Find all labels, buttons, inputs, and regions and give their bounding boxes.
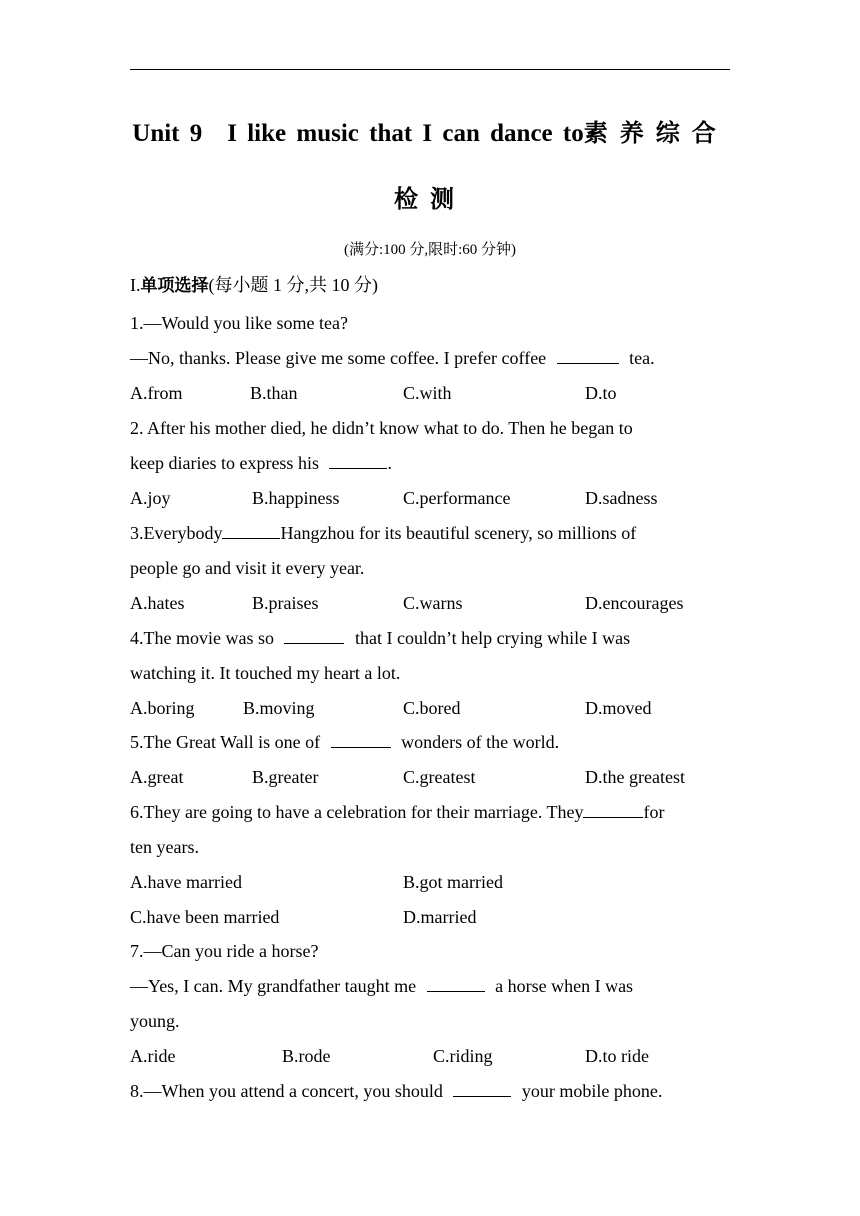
question-text-segment: 5.The Great Wall is one of [130, 732, 321, 752]
question-text-segment: your mobile phone. [521, 1081, 663, 1101]
question-text-segment: . [387, 453, 392, 473]
option-b[interactable]: B.praises [252, 593, 319, 613]
question-text-segment: keep diaries to express his [130, 453, 319, 473]
question-text: 7.—Can you ride a horse? [130, 941, 319, 961]
question-text [130, 1080, 662, 1102]
option-a[interactable]: A.boring [130, 698, 195, 718]
option-b[interactable]: B.moving [243, 698, 315, 718]
question-text: 2. After his mother died, he didn’t know what to do. Then he began to [130, 418, 633, 438]
option-a[interactable]: A.hates [130, 593, 185, 613]
question-text [130, 731, 559, 753]
question-text [130, 452, 392, 474]
question-text-segment: 4.The movie was so [130, 628, 274, 648]
question-text [130, 975, 633, 997]
option-a[interactable]: A.have married [130, 872, 242, 892]
question-text-segment: wonders of the world. [401, 732, 560, 752]
question-text-segment: Hangzhou for its beautiful scenery, so millions of [280, 523, 637, 543]
question-text-segment: —Yes, I can. My grandfather taught me [130, 976, 417, 996]
answer-blank[interactable] [331, 731, 391, 748]
question-text-segment: 6.They are going to have a celebration for their marriage. They [130, 802, 584, 822]
option-b[interactable]: B.happiness [252, 488, 340, 508]
question-text-segment: —No, thanks. Please give me some coffee. I prefer coffee [130, 348, 547, 368]
option-c[interactable]: C.warns [403, 593, 463, 613]
question-text-segment: a horse when I was [495, 976, 634, 996]
answer-blank[interactable] [329, 452, 387, 469]
question-text-segment: 8.—When you attend a concert, you should [130, 1081, 443, 1101]
question-text [130, 522, 636, 544]
answer-blank[interactable] [557, 347, 619, 364]
page-title-continued [130, 179, 730, 214]
option-d[interactable]: D.encourages [585, 593, 684, 613]
option-c[interactable]: C.riding [433, 1046, 493, 1066]
exam-info: (满分:100 分,限时:60 分钟) [343, 242, 517, 258]
page-title [130, 113, 730, 148]
title-chinese-part2: 检测 [394, 185, 466, 213]
title-english: Unit 9 I like music that I can dance to [132, 120, 584, 147]
question-text-segment: for [643, 802, 665, 822]
question-text: young. [130, 1011, 180, 1031]
question-text: 1.—Would you like some tea? [130, 313, 349, 333]
question-text [130, 347, 655, 369]
question-text [130, 627, 630, 649]
option-d[interactable]: D.to [585, 383, 617, 403]
option-b[interactable]: B.than [250, 383, 298, 403]
option-d[interactable]: D.to ride [585, 1046, 649, 1066]
top-rule [130, 69, 730, 70]
option-a[interactable]: A.great [130, 767, 184, 787]
option-b[interactable]: B.greater [252, 767, 319, 787]
option-b[interactable]: B.rode [282, 1046, 331, 1066]
answer-blank[interactable] [222, 522, 280, 539]
question-text-segment: tea. [629, 348, 655, 368]
option-a[interactable]: A.ride [130, 1046, 176, 1066]
section-scoring: (每小题 1 分,共 10 分) [208, 275, 378, 295]
answer-blank[interactable] [427, 975, 485, 992]
title-chinese-part1: 素养综合 [583, 119, 728, 147]
option-c[interactable]: C.greatest [403, 767, 476, 787]
question-text [130, 801, 664, 823]
option-d[interactable]: D.sadness [585, 488, 658, 508]
option-a[interactable]: A.joy [130, 488, 171, 508]
option-d[interactable]: D.moved [585, 698, 652, 718]
section-heading [130, 274, 378, 297]
option-c[interactable]: C.with [403, 383, 452, 403]
answer-blank[interactable] [284, 627, 344, 644]
answer-blank[interactable] [583, 801, 643, 818]
answer-blank[interactable] [453, 1080, 511, 1097]
option-b[interactable]: B.got married [403, 872, 503, 892]
option-c[interactable]: C.have been married [130, 907, 280, 927]
option-c[interactable]: C.bored [403, 698, 461, 718]
option-c[interactable]: C.performance [403, 488, 511, 508]
section-title: 单项选择 [140, 276, 209, 296]
question-text: watching it. It touched my heart a lot. [130, 663, 401, 683]
option-d[interactable]: D.married [403, 907, 477, 927]
question-text-segment: 3.Everybody [130, 523, 223, 543]
question-text: ten years. [130, 837, 199, 857]
section-number: I. [130, 275, 141, 295]
question-text-segment: that I couldn’t help crying while I was [354, 628, 631, 648]
option-a[interactable]: A.from [130, 383, 183, 403]
question-text: people go and visit it every year. [130, 558, 365, 578]
option-d[interactable]: D.the greatest [585, 767, 685, 787]
